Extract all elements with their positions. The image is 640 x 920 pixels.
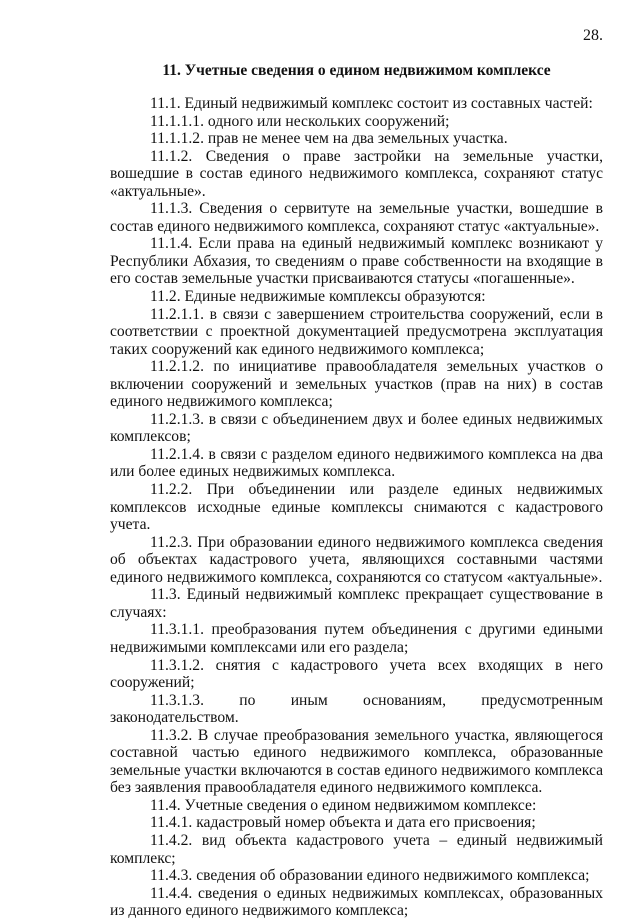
paragraph: 11.4.4. сведения о единых недвижимых комплексах, образованных из данного единого недвижимого комплекса; xyxy=(110,884,603,920)
paragraph: 11.4.3. сведения об образовании единого недвижимого комплекса; xyxy=(150,867,590,885)
paragraph: 11.2.1.3. в связи с объединением двух и более единых недвижимых комплексов; xyxy=(110,410,603,446)
paragraph: 11.2.1.2. по инициативе правообладателя земельных участков о включении сооружений и земельных участков (прав на них) в состав единого недвижимого комплекса; xyxy=(110,358,603,411)
paragraph: 11.2. Единые недвижимые комплексы образуются: xyxy=(150,288,486,306)
paragraph: 11.1.2. Сведения о праве застройки на земельные участки, вошедшие в состав единого недвижимого комплекса, сохраняют статус «актуальные». xyxy=(110,147,603,200)
paragraph: 11.3.1.2. снятия с кадастрового учета всех входящих в него сооружений; xyxy=(110,656,603,692)
page-number: 28. xyxy=(583,27,603,44)
paragraph: 11.3. Единый недвижимый комплекс прекращает существование в случаях: xyxy=(110,586,603,621)
paragraph: 11.1.1.2. прав не менее чем на два земельных участка. xyxy=(150,130,508,148)
paragraph: 11.2.1.4. в связи с разделом единого недвижимого комплекса на два или более единых недвижимых комплекса. xyxy=(110,445,603,481)
paragraph: 11.3.1.3. по иным основаниям, предусмотренным законодательством. xyxy=(110,691,603,727)
paragraph: 11.3.1.1. преобразования путем объединения с другими едиными недвижимыми комплексами или его раздела; xyxy=(110,621,603,656)
paragraph: 11.4. Учетные сведения о едином недвижимом комплексе: xyxy=(150,796,537,814)
paragraph: 11.1.1.1. одного или нескольких сооружений; xyxy=(150,112,450,130)
paragraph: 11.1. Единый недвижимый комплекс состоит из составных частей: xyxy=(150,95,593,112)
paragraph: 11.2.1.1. в связи с завершением строительства сооружений, если в соответствии с проектной документацией предусмотрена эксплуатация таких сооружений как единого недвижимого комплекса; xyxy=(110,305,603,358)
paragraph: 11.4.2. вид объекта кадастрового учета – единый недвижимый комплекс; xyxy=(110,831,603,867)
paragraph: 11.3.2. В случае преобразования земельного участка, являющегося составной частью единого недвижимого комплекса, образованные земельные участки включаются в состав единого недвижимого комплекса без заявления правообладателя единого недвижимого комплекса. xyxy=(110,726,603,797)
paragraph: 11.1.4. Если права на единый недвижимый комплекс возникают у Республики Абхазия, то сведениям о праве собственности на входящие в его состав земельные участки присваиваются статусы «погашенные». xyxy=(110,235,603,288)
document-body xyxy=(110,95,603,920)
paragraph: 11.4.1. кадастровый номер объекта и дата его присвоения; xyxy=(150,814,536,832)
paragraph: 11.1.3. Сведения о сервитуте на земельные участки, вошедшие в состав единого недвижимого комплекса, сохраняют статус «актуальные». xyxy=(110,200,603,235)
section-title: 11. Учетные сведения о едином недвижимом комплексе xyxy=(162,62,551,79)
paragraph: 11.2.3. При образовании единого недвижимого комплекса сведения об объектах кадастрового учета, являющихся составными частями единого недвижимого комплекса, сохраняются со статусом «актуальные». xyxy=(110,533,603,586)
paragraph: 11.2.2. При объединении или разделе единых недвижимых комплексов исходные единые комплексы снимаются с кадастрового учета. xyxy=(110,481,603,534)
